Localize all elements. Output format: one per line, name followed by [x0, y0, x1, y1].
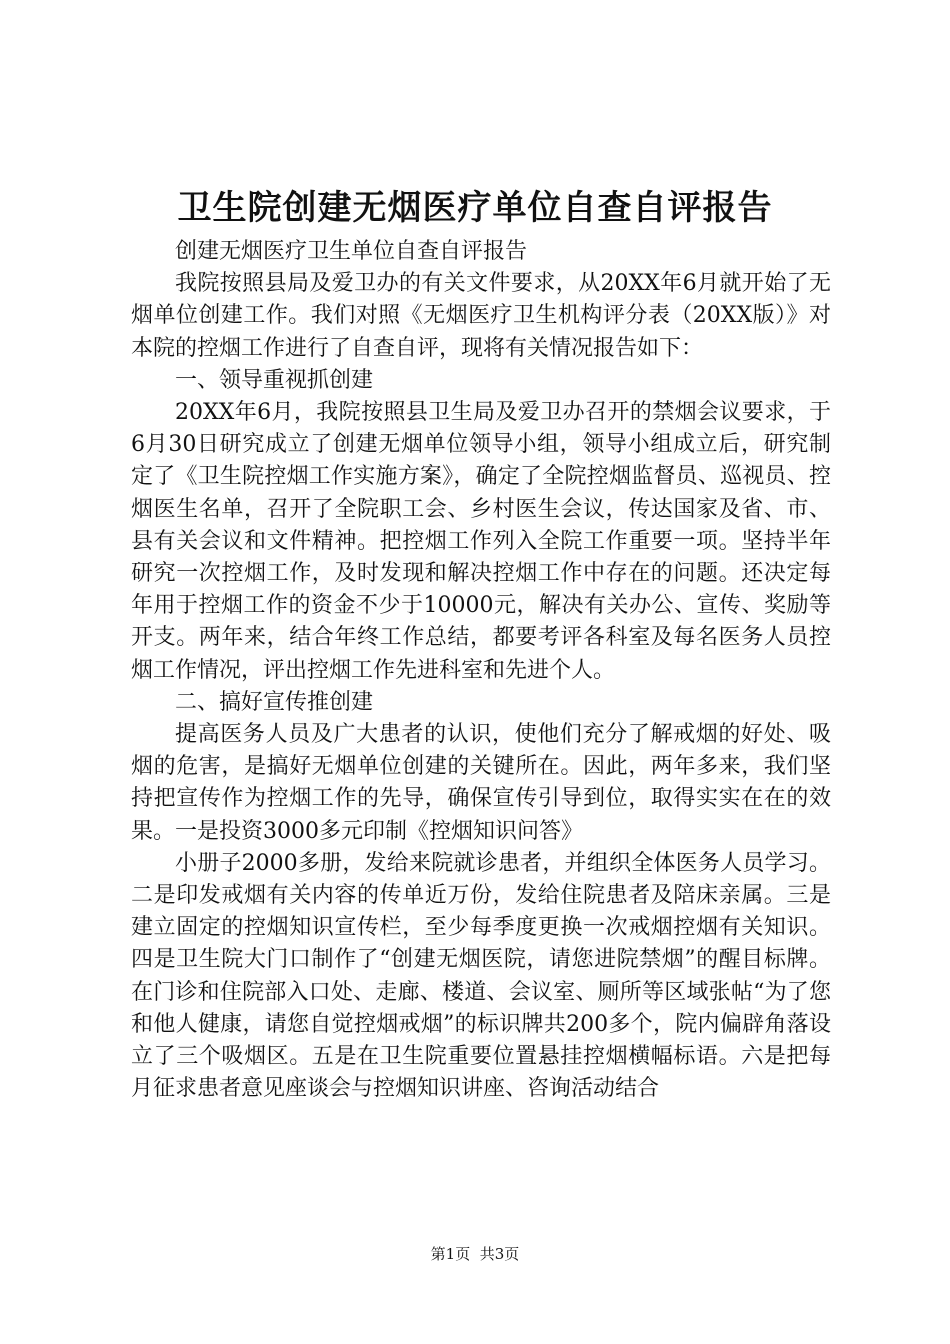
page-total: 共3页 [479, 1245, 520, 1263]
section-1-paragraph: 20XX年6月，我院按照县卫生局及爱卫办召开的禁烟会议要求，于6月30日研究成立了创建无烟单位领导小组，领导小组成立后，研究制定了《卫生院控烟工作实施方案》，确定了全院控烟监督员、巡视员、控烟医生名单，召开了全院职工会、乡村医生会议，传达国家及省、市、县有关会议和文件精神。把控烟工作列入全院工作重要一项。坚持半年研究一次控烟工作，及时发现和解决控烟工作中存在的问题。还决定每年用于控烟工作的资金不少于10000元，解决有关办公、宣传、奖励等开支。两年来，结合年终工作总结，都要考评各科室及每名医务人员控烟工作情况，评出控烟工作先进科室和先进个人。 [131, 400, 831, 683]
document-body [131, 236, 831, 1105]
section-heading-1: 一、领导重视抓创建 [175, 367, 374, 393]
section-heading-2: 二、搞好宣传推创建 [175, 689, 374, 715]
page-number: 第1页 [430, 1245, 471, 1263]
page-footer [0, 1244, 950, 1264]
section-2-continued-paragraph: 小册子2000多册，发给来院就诊患者，并组织全体医务人员学习。二是印发戒烟有关内容的传单近万份，发给住院患者及陪床亲属。三是建立固定的控烟知识宣传栏，至少每季度更换一次戒烟控烟有关知识。四是卫生院大门口制作了“创建无烟医院，请您进院禁烟”的醒目标牌。在门诊和住院部入口处、走廊、楼道、会议室、厕所等区域张帖“为了您和他人健康，请您自觉控烟戒烟”的标识牌共200多个，院内偏辟角落设立了三个吸烟区。五是在卫生院重要位置悬挂控烟横幅标语。六是把每月征求患者意见座谈会与控烟知识讲座、咨询活动结合 [131, 850, 831, 1102]
section-2-paragraph: 提高医务人员及广大患者的认识，使他们充分了解戒烟的好处、吸烟的危害，是搞好无烟单位创建的关键所在。因此，两年多来，我们坚持把宣传作为控烟工作的先导，确保宣传引导到位，取得实实在在的效果。一是投资3000多元印制《控烟知识问答》 [131, 722, 831, 844]
subtitle-paragraph: 创建无烟医疗卫生单位自查自评报告 [175, 239, 528, 264]
document-title: 卫生院创建无烟医疗单位自查自评报告 [177, 188, 773, 228]
intro-paragraph: 我院按照县局及爱卫办的有关文件要求，从20XX年6月就开始了无烟单位创建工作。我们对照《无烟医疗卫生机构评分表（20XX版）》对本院的控烟工作进行了自查自评，现将有关情况报告如下： [131, 271, 831, 361]
